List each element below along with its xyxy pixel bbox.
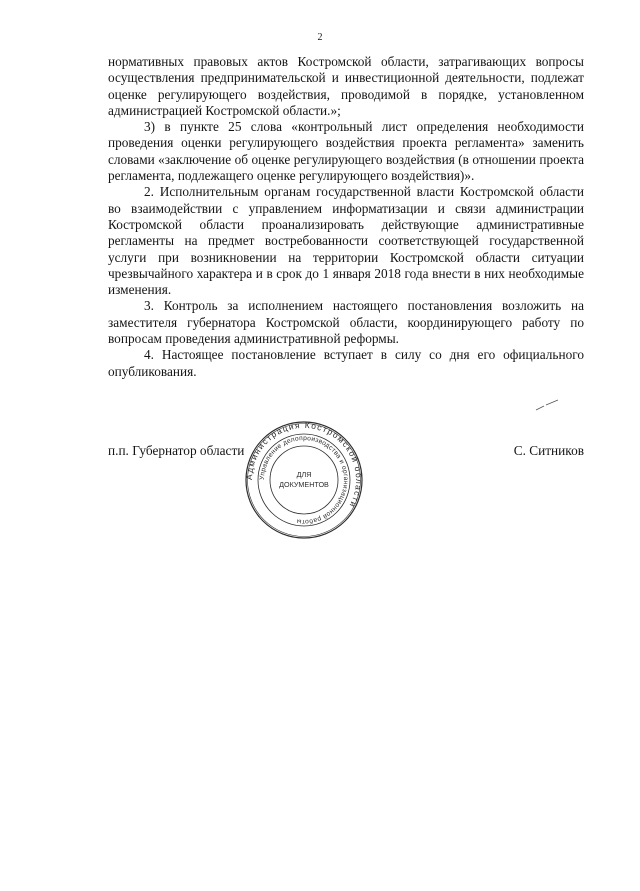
- stamp-outer-text: Администрация Костромской области: [244, 420, 364, 510]
- paragraph-continuation: нормативных правовых актов Костромской области, затрагивающих вопросы осуществления предпринимательской и инвестиционной деятельности, подлежат оценке регулирующего воздействия, проводимой в порядке, установленном администрацией Костромской области.»;: [108, 54, 584, 118]
- pen-mark-icon: [534, 398, 560, 412]
- stamp-center-line1: ДЛЯ: [296, 470, 312, 479]
- document-body: [108, 54, 584, 380]
- stamp-inner-text: Управление делопроизводства и организационной работы: [258, 434, 350, 526]
- paragraph-item-3: 3) в пункте 25 слова «контрольный лист определения необходимости проведения оценки регулирующего воздействия проекта регламента» заменить словами «заключение об оценке регулирующего воздействия (в отношении проекта регламента, подлежащего оценке регулирующего воздействия)».: [108, 119, 584, 184]
- signatory-name: С. Ситников: [513, 443, 584, 458]
- official-seal-stamp: [244, 420, 364, 540]
- paragraph-point-3: 3. Контроль за исполнением настоящего постановления возложить на заместителя губернатора Костромской области, координирующего работу по вопросам проведения административной реформы.: [108, 298, 584, 347]
- paragraph-point-2: 2. Исполнительным органам государственной власти Костромской области во взаимодействии с управлением информатизации и связи администрации Костромской области проанализировать действующие административные регламенты на предмет востребованности соответствующей государственной услуги при возникновении на территории Костромской области ситуации чрезвычайного характера и в срок до 1 января 2018 года внести в них необходимые изменения.: [108, 184, 584, 298]
- stamp-center-line2: ДОКУМЕНТОВ: [279, 480, 329, 489]
- paragraph-point-4: 4. Настоящее постановление вступает в силу со дня его официального опубликования.: [108, 347, 584, 379]
- page-number: 2: [317, 32, 323, 43]
- signatory-role: п.п. Губернатор области: [108, 443, 245, 458]
